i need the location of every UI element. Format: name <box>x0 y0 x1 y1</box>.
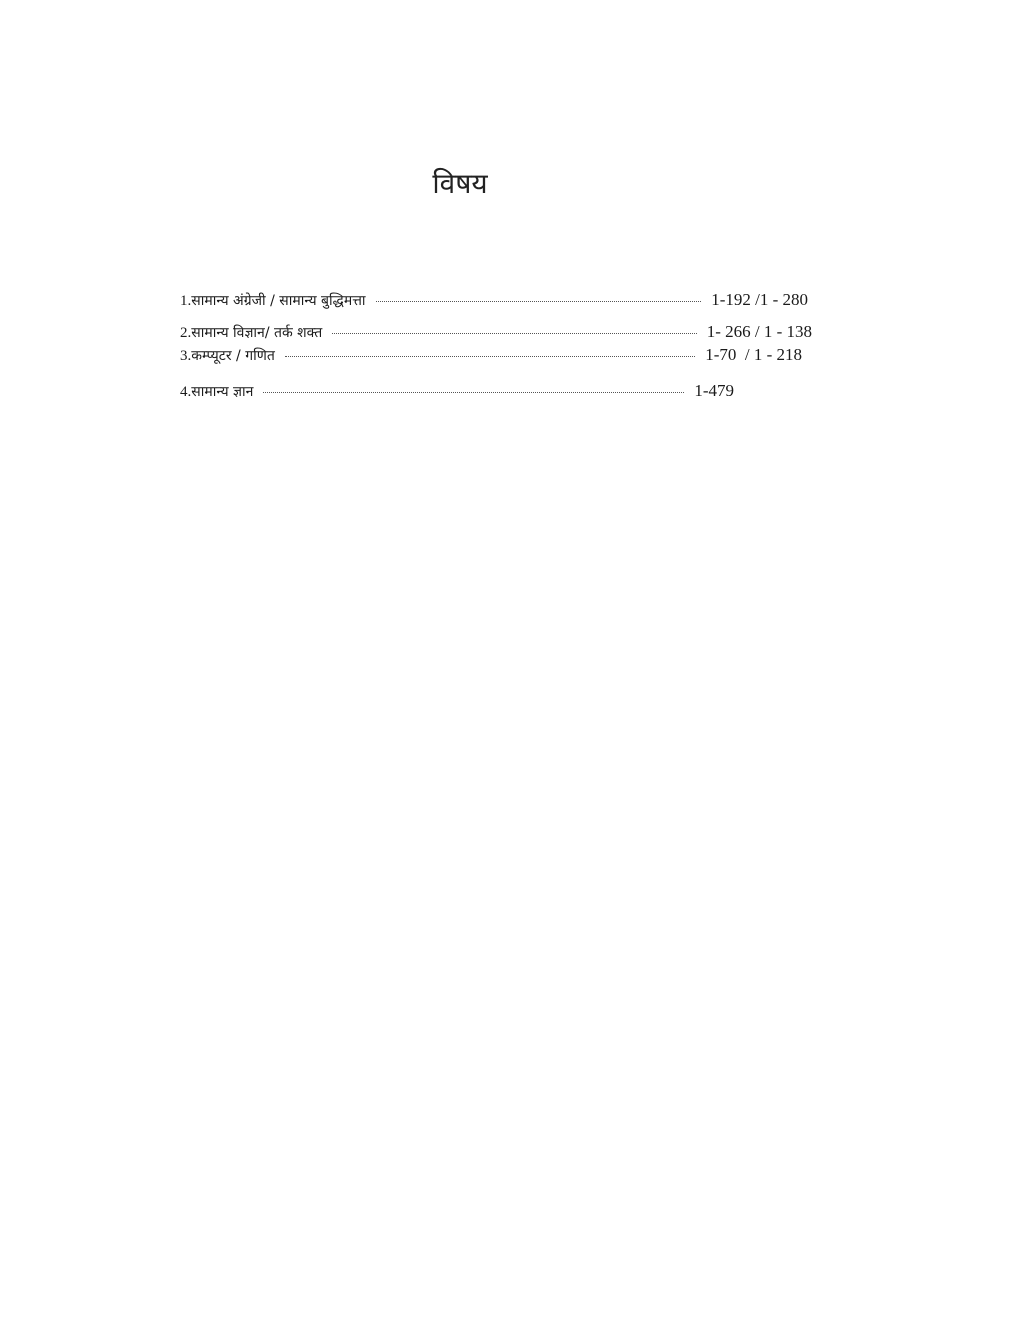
toc-entry-2 <box>180 322 812 346</box>
toc-entry-label: सामान्य विज्ञान/ तर्क शक्त <box>191 325 323 341</box>
toc-entry-number: 2. <box>180 325 192 341</box>
dot-leader <box>263 391 684 393</box>
toc-entry-3 <box>180 345 802 369</box>
page-title: विषय <box>432 167 488 200</box>
toc-entry-1 <box>180 290 808 314</box>
toc-entry-number: 4. <box>180 384 192 400</box>
toc-entry-pages: 1-479 <box>694 381 734 400</box>
dot-leader <box>376 300 702 302</box>
dot-leader <box>285 355 695 357</box>
toc-entry-label: कम्प्यूटर / गणित <box>191 348 275 364</box>
toc-entry-label: सामान्य ज्ञान <box>191 384 254 400</box>
dot-leader <box>332 332 697 334</box>
toc-entry-pages: 1-70 / 1 - 218 <box>705 345 802 364</box>
toc-entry-pages: 1- 266 / 1 - 138 <box>706 322 812 341</box>
toc-entry-4 <box>180 381 734 405</box>
toc-entry-pages: 1-192 /1 - 280 <box>711 290 808 309</box>
toc-entry-label: सामान्य अंग्रेजी / सामान्य बुद्धिमत्ता <box>191 293 366 309</box>
toc-entry-number: 1. <box>180 293 192 309</box>
toc-entry-number: 3. <box>180 348 192 364</box>
